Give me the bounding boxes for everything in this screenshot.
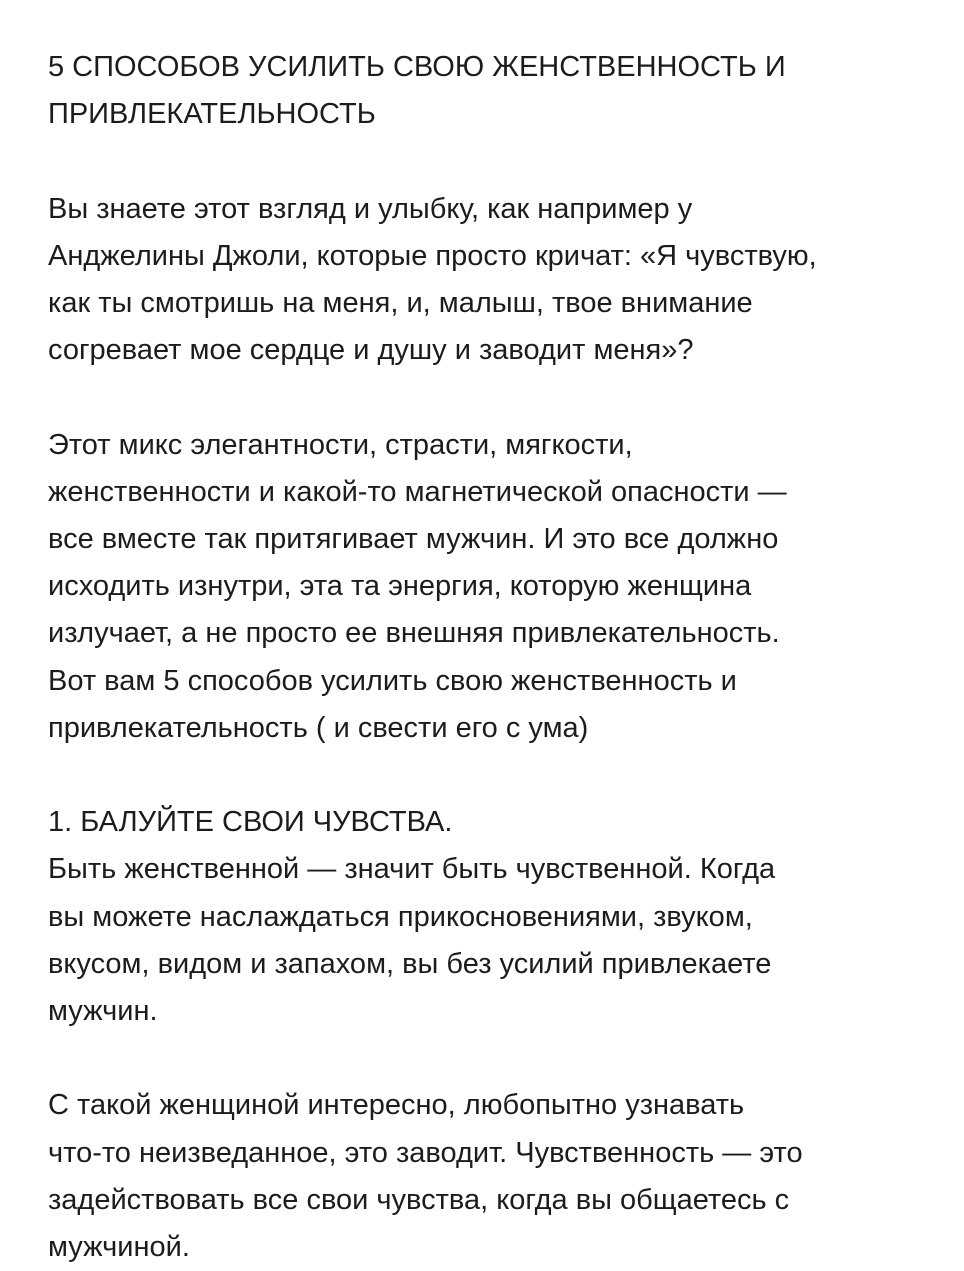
text-line: вы можете наслаждаться прикосновениями, звуком,	[48, 900, 753, 933]
text-line: Быть женственной — значит быть чувственной. Когда	[48, 853, 776, 886]
text-line: мужчиной.	[48, 1231, 190, 1264]
article	[48, 44, 928, 1271]
text-line: С такой женщиной интересно, любопытно узнавать	[48, 1089, 745, 1122]
text-line: Этот микс элегантности, страсти, мягкости,	[48, 428, 633, 461]
text-line: Вы знаете этот взгляд и улыбку, как например у	[48, 192, 693, 225]
text-line: Анджелины Джоли, которые просто кричат: «Я чувствую,	[48, 239, 817, 272]
text-line: Вот вам 5 способов усилить свою женственность и	[48, 664, 737, 697]
text-line: вкусом, видом и запахом, вы без усилий привлекаете	[48, 947, 772, 980]
paragraph-gap	[48, 374, 928, 421]
text-line: все вместе так притягивает мужчин. И это все должно	[48, 523, 779, 555]
text-line: мужчин.	[48, 995, 158, 1028]
article-title	[48, 44, 928, 138]
paragraph-gap	[48, 138, 928, 185]
text-line: привлекательность ( и свести его с ума)	[48, 711, 589, 744]
paragraph-gap	[48, 1035, 928, 1082]
body-paragraph	[48, 1082, 928, 1271]
text-line: что-то неизведанное, это заводит. Чувственность — это	[48, 1136, 803, 1169]
body-paragraph	[48, 422, 928, 752]
intro-paragraph	[48, 186, 928, 375]
text-line: задействовать все свои чувства, когда вы общаетесь с	[48, 1183, 790, 1216]
text-line: излучает, а не просто ее внешняя привлекательность.	[48, 617, 780, 650]
text-line: согревает мое сердце и душу и заводит меня»?	[48, 334, 694, 367]
text-line: исходить изнутри, эта та энергия, которую женщина	[48, 570, 752, 603]
text-line: как ты смотришь на меня, и, малыш, твое внимание	[48, 287, 753, 319]
title-line: 5 СПОСОБОВ УСИЛИТЬ СВОЮ ЖЕНСТВЕННОСТЬ И	[48, 51, 786, 83]
text-line: женственности и какой-то магнетической опасности —	[48, 475, 787, 508]
section-1	[48, 799, 928, 1035]
paragraph-gap	[48, 752, 928, 799]
section-heading: 1. БАЛУЙТЕ СВОИ ЧУВСТВА.	[48, 806, 453, 839]
title-line: ПРИВЛЕКАТЕЛЬНОСТЬ	[48, 98, 376, 131]
